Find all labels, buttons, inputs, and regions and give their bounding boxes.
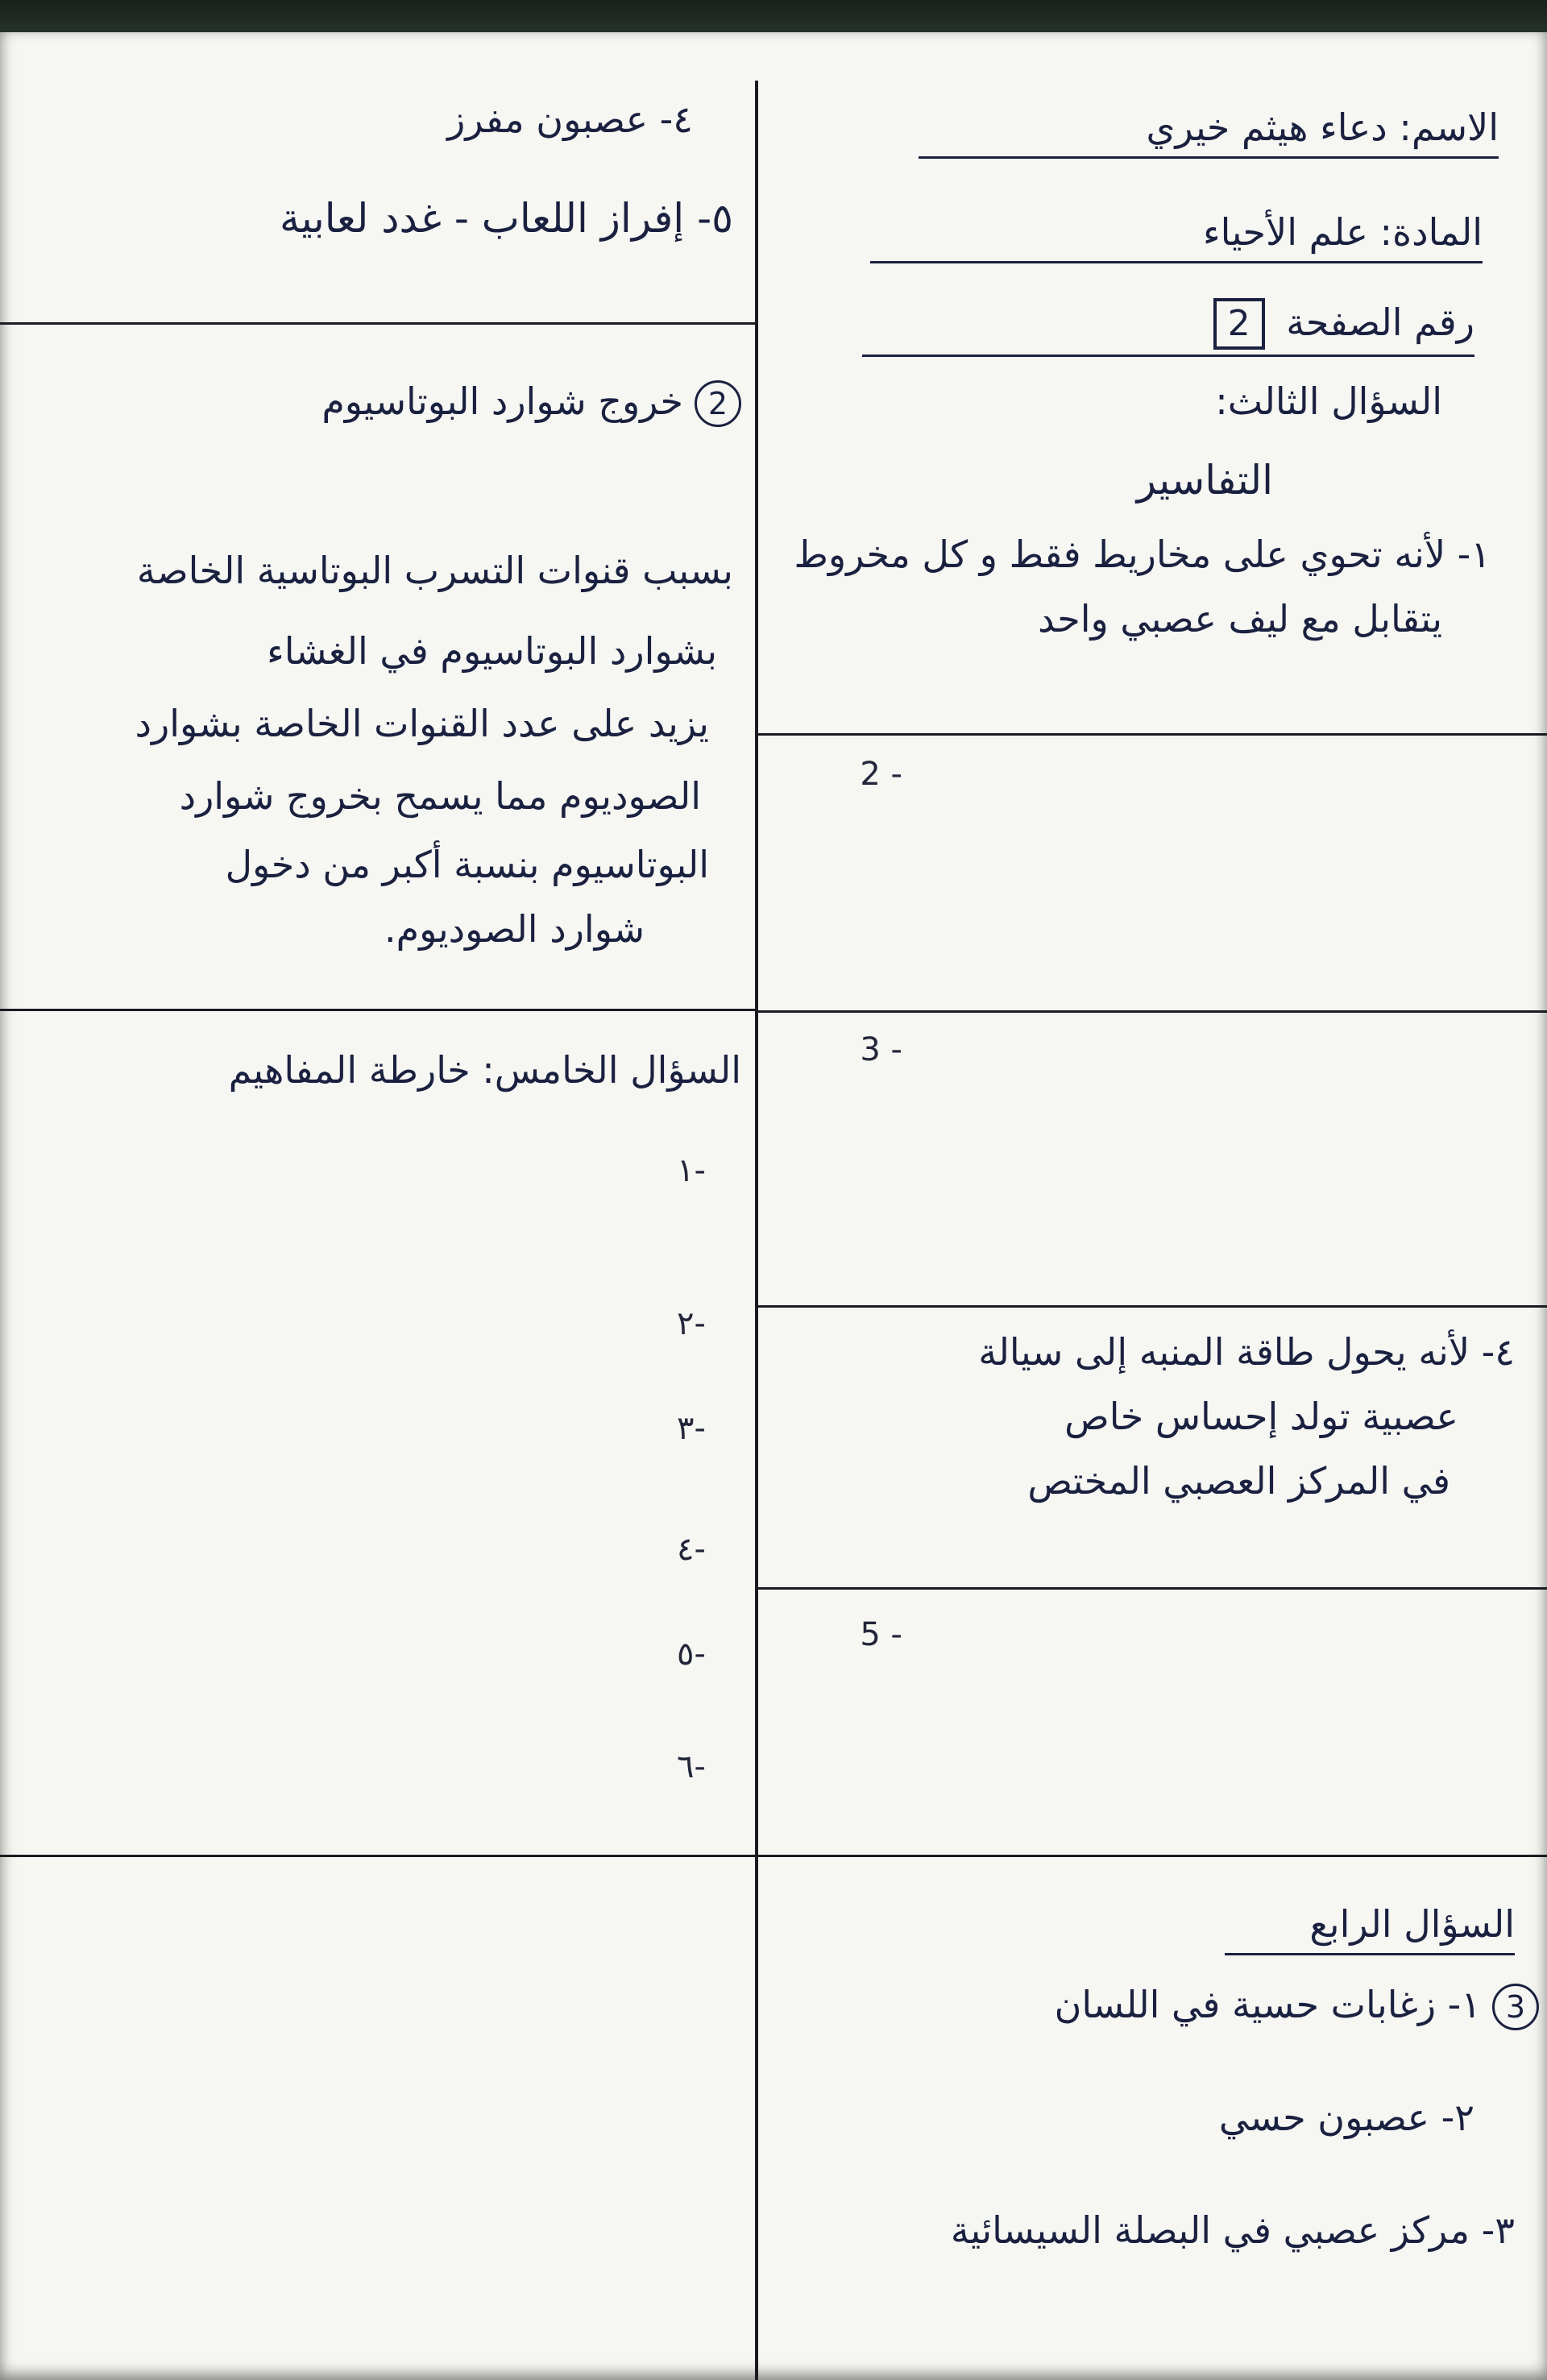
q5-number-6: ٦- [677, 1748, 706, 1785]
right-rule-3 [758, 1305, 1547, 1308]
q3-item4-line1: ٤- لأنه يحول طاقة المنبه إلى سيالة [978, 1330, 1515, 1374]
q3-item1-line2: يتقابل مع ليف عصبي واحد [1038, 597, 1442, 641]
q3-item1-line1: ١- لأنه تحوي على مخاريط فقط و كل مخروط [794, 533, 1491, 576]
answer-sheet [0, 32, 1547, 2380]
q3-item2-num: 2 - [860, 756, 902, 793]
left-mid-line1: بسبب قنوات التسرب البوتاسية الخاصة [136, 549, 733, 592]
q4-item1: ١- زغابات حسية في اللسان [1054, 1983, 1481, 2026]
q4-item2: ٢- عصبون حسي [1218, 2096, 1474, 2139]
q3-item3-number [860, 1025, 902, 1072]
left-mid-line6: شوارد الصوديوم. [384, 907, 645, 951]
page-number-box: 2 [1213, 298, 1265, 350]
q3-item4-line2: عصبية تولد إحساس خاص [1064, 1395, 1458, 1438]
left-mid-line3: يزيد على عدد القنوات الخاصة بشوارد [135, 702, 709, 745]
q5-number-1: ١- [677, 1152, 706, 1189]
subject-name: المادة: علم الأحياء [870, 209, 1483, 263]
right-rule-4 [758, 1587, 1547, 1590]
left-mid-line2: بشوارد البوتاسيوم في الغشاء [267, 629, 717, 673]
q3-item5-number [860, 1610, 902, 1656]
left-item5: ٥- إفراز اللعاب - غدد لعابية [280, 195, 733, 242]
left-item4: ٤- عصبون مفرز [447, 97, 693, 141]
q3-item5-num: 5 - [860, 1616, 902, 1653]
student-name: الاسم: دعاء هيثم خيري [919, 105, 1499, 159]
full-rule [0, 1855, 1547, 1857]
center-divider [755, 81, 758, 2380]
q3-item4-line3: في المركز العصبي المختص [1027, 1459, 1450, 1503]
q4-item1-row [1055, 1982, 1539, 2030]
left-rule-1 [0, 322, 755, 325]
question-3-subtitle: التفاسير [1136, 457, 1273, 504]
q5-number-3: ٣- [677, 1410, 706, 1447]
q3-item2-number [860, 749, 902, 796]
left-rule-2 [0, 1009, 755, 1011]
q4-item3: ٣- مركز عصبي في البصلة السيسائية [950, 2208, 1515, 2252]
left-mid-title-row [321, 379, 741, 427]
q5-number-4: ٤- [677, 1531, 706, 1568]
left-mid-line5: البوتاسيوم بنسبة أكبر من دخول [225, 843, 709, 886]
question-5-title: السؤال الخامس: خارطة المفاهيم [228, 1048, 741, 1092]
right-rule-1 [758, 733, 1547, 736]
q5-number-5: ٥- [677, 1636, 706, 1673]
left-mid-marker: 2 [695, 380, 741, 427]
page-number-row [862, 298, 1474, 357]
q5-number-2: ٢- [677, 1305, 706, 1342]
left-mid-line4: الصوديوم مما يسمح بخروج شوارد [179, 774, 701, 818]
q4-marker: 3 [1492, 1984, 1539, 2030]
right-rule-2 [758, 1010, 1547, 1013]
page-number-label: رقم الصفحة [1286, 301, 1474, 344]
q3-item3-num: 3 - [860, 1031, 902, 1068]
question-4-title: السؤال الرابع [1225, 1901, 1515, 1955]
question-3-title: السؤال الثالث: [1215, 379, 1442, 423]
left-mid-title: خروج شوارد البوتاسيوم [321, 379, 683, 423]
